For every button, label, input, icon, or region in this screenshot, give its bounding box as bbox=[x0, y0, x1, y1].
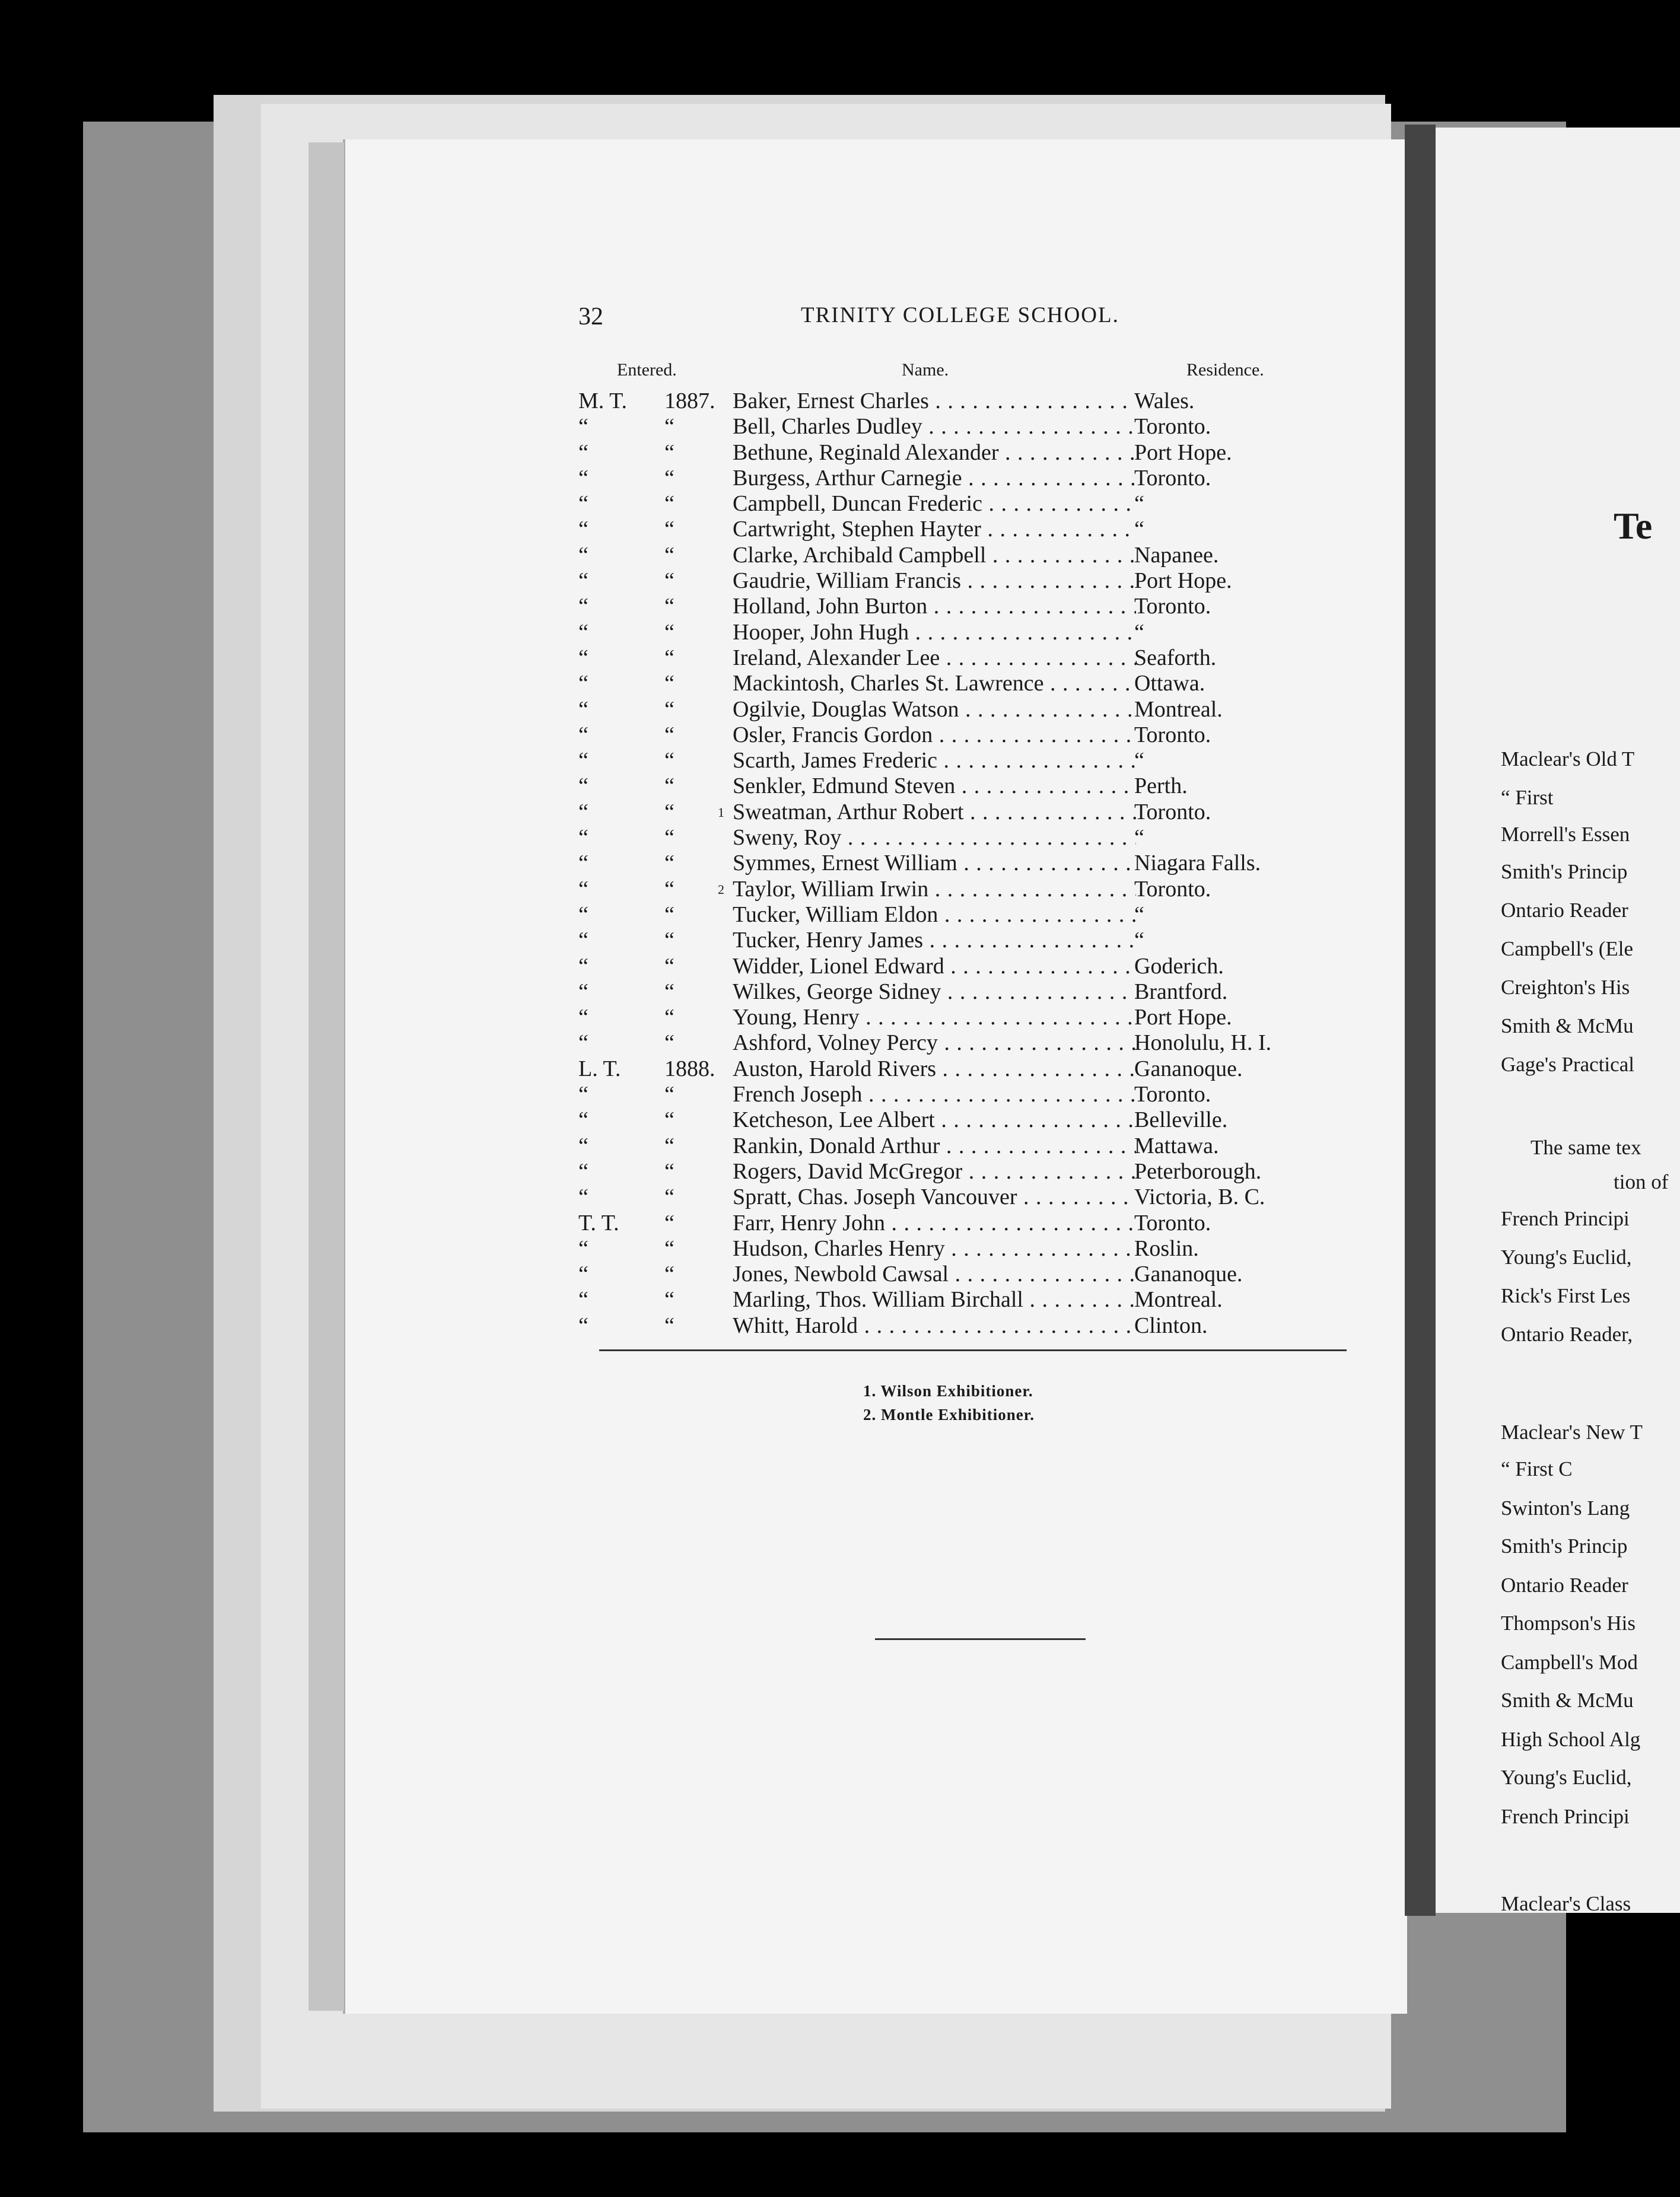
entry-residence: Goderich. bbox=[1134, 953, 1224, 979]
entry-term: “ bbox=[578, 440, 588, 465]
entry-residence: Port Hope. bbox=[1134, 1005, 1232, 1030]
entry-residence: “ bbox=[1134, 928, 1144, 953]
entry-name: Ashford, Volney Percy . . . bbox=[733, 1030, 1136, 1056]
entry-term: “ bbox=[578, 1005, 588, 1030]
entry-year: “ bbox=[664, 619, 674, 645]
entry-name: Symmes, Ernest William . . . bbox=[733, 851, 1136, 876]
roster-row bbox=[0, 1030, 1680, 1056]
entry-name: Taylor, William Irwin . . . bbox=[733, 877, 1136, 902]
right-page-line: Rick's First Les bbox=[1501, 1284, 1631, 1307]
right-page-line: Ontario Reader bbox=[1501, 899, 1628, 922]
entry-residence: “ bbox=[1134, 748, 1144, 773]
entry-term: “ bbox=[578, 491, 588, 517]
entry-name: Holland, John Burton . . . bbox=[733, 594, 1136, 619]
entry-name: Widder, Lionel Edward . . . bbox=[733, 954, 1136, 979]
roster-row bbox=[0, 1133, 1680, 1159]
roster-row bbox=[0, 877, 1680, 902]
page-number: 32 bbox=[578, 303, 603, 330]
entry-year: “ bbox=[664, 722, 674, 747]
entry-year: “ bbox=[664, 825, 674, 851]
roster-row bbox=[0, 851, 1680, 876]
entry-term: “ bbox=[578, 1030, 588, 1056]
entry-residence: Toronto. bbox=[1134, 414, 1211, 440]
entry-name: Clarke, Archibald Campbell . . . bbox=[733, 543, 1136, 568]
entry-name: Cartwright, Stephen Hayter . . . bbox=[733, 517, 1136, 542]
right-page-line: Swinton's Lang bbox=[1501, 1496, 1630, 1520]
entry-term: “ bbox=[578, 902, 588, 927]
entry-year: “ bbox=[664, 979, 674, 1004]
entry-residence: Gananoque. bbox=[1134, 1262, 1243, 1287]
right-page-line: Maclear's New T bbox=[1501, 1421, 1643, 1444]
entry-term: “ bbox=[578, 722, 588, 747]
entry-term: M. T. bbox=[578, 389, 627, 413]
roster-row bbox=[0, 748, 1680, 773]
entry-name: Rogers, David McGregor . . . bbox=[733, 1159, 1136, 1185]
roster-row bbox=[0, 414, 1680, 440]
entry-year: 1887. bbox=[664, 389, 715, 413]
entry-year: “ bbox=[664, 1236, 674, 1261]
entry-residence: “ bbox=[1134, 619, 1144, 645]
entry-year: “ bbox=[664, 773, 674, 799]
right-page-line: The same tex bbox=[1531, 1136, 1641, 1159]
entry-residence: Honolulu, H. I. bbox=[1134, 1030, 1272, 1056]
roster-row bbox=[0, 671, 1680, 696]
entry-name: Ogilvie, Douglas Watson . . . bbox=[733, 697, 1136, 722]
right-page-line: Smith & McMu bbox=[1501, 1014, 1634, 1037]
entry-term: “ bbox=[578, 568, 588, 594]
right-page-line: Ontario Reader, bbox=[1501, 1323, 1633, 1346]
entry-residence: Port Hope. bbox=[1134, 440, 1232, 465]
entry-year: “ bbox=[664, 645, 674, 670]
entry-year: 1888. bbox=[664, 1056, 715, 1081]
entry-residence: Montreal. bbox=[1134, 696, 1223, 722]
entry-residence: Brantford. bbox=[1134, 979, 1228, 1004]
entry-term: “ bbox=[578, 851, 588, 876]
entry-name: Ireland, Alexander Lee . . . bbox=[733, 645, 1136, 671]
entry-name: Tucker, William Eldon . . . bbox=[733, 902, 1136, 928]
entry-name: Marling, Thos. William Birchall . . . bbox=[733, 1287, 1136, 1313]
entry-year: “ bbox=[664, 1210, 674, 1236]
entry-residence: Montreal. bbox=[1134, 1287, 1223, 1313]
entry-year: “ bbox=[664, 953, 674, 979]
entry-residence: “ bbox=[1134, 825, 1144, 851]
entry-term: L. T. bbox=[578, 1056, 621, 1081]
end-rule bbox=[875, 1638, 1086, 1640]
roster-row bbox=[0, 543, 1680, 568]
entry-residence: “ bbox=[1134, 902, 1144, 927]
roster-row bbox=[0, 773, 1680, 799]
entry-term: “ bbox=[578, 953, 588, 979]
right-page-line: Morrell's Essen bbox=[1501, 823, 1630, 846]
entry-residence: Wales. bbox=[1134, 389, 1195, 413]
roster-row bbox=[0, 1236, 1680, 1262]
right-page-line: Campbell's Mod bbox=[1501, 1651, 1638, 1674]
entry-name: Wilkes, George Sidney . . . bbox=[733, 979, 1136, 1005]
entry-year: “ bbox=[664, 542, 674, 568]
roster-row bbox=[0, 1107, 1680, 1133]
roster-row bbox=[0, 825, 1680, 851]
entry-term: “ bbox=[578, 465, 588, 491]
student-roster bbox=[0, 389, 1680, 1339]
entry-term: “ bbox=[578, 928, 588, 953]
entry-residence: Peterborough. bbox=[1134, 1158, 1262, 1184]
entry-term: “ bbox=[578, 1082, 588, 1107]
entry-name: Bell, Charles Dudley . . . bbox=[733, 414, 1136, 440]
entry-name: Hooper, John Hugh . . . bbox=[733, 620, 1136, 645]
entry-name: Osler, Francis Gordon . . . bbox=[733, 722, 1136, 748]
entry-name: Burgess, Arthur Carnegie . . . bbox=[733, 466, 1136, 491]
entry-residence: Perth. bbox=[1134, 773, 1188, 799]
entry-term: “ bbox=[578, 1287, 588, 1313]
entry-name: Sweny, Roy . . . bbox=[733, 825, 1136, 851]
roster-row bbox=[0, 491, 1680, 517]
entry-residence: Roslin. bbox=[1134, 1236, 1199, 1261]
entry-residence: Toronto. bbox=[1134, 1210, 1211, 1236]
entry-year: “ bbox=[664, 902, 674, 927]
entry-year: “ bbox=[664, 876, 674, 902]
entry-name: Sweatman, Arthur Robert . . . bbox=[733, 800, 1136, 825]
entry-name: Auston, Harold Rivers . . . bbox=[733, 1056, 1136, 1082]
roster-row bbox=[0, 1082, 1680, 1107]
entry-year: “ bbox=[664, 1185, 674, 1210]
entry-year: “ bbox=[664, 1287, 674, 1313]
entry-name: Ketcheson, Lee Albert . . . bbox=[733, 1107, 1136, 1133]
entry-term: “ bbox=[578, 696, 588, 722]
entry-term: “ bbox=[578, 1107, 588, 1133]
roster-row bbox=[0, 979, 1680, 1005]
entry-term: “ bbox=[578, 1236, 588, 1261]
roster-row bbox=[0, 1185, 1680, 1210]
entry-residence: Gananoque. bbox=[1134, 1056, 1243, 1081]
right-page-line: Maclear's Class bbox=[1501, 1892, 1631, 1913]
roster-row bbox=[0, 1056, 1680, 1082]
roster-row bbox=[0, 697, 1680, 722]
entry-term: “ bbox=[578, 825, 588, 851]
right-page-line: Smith's Princip bbox=[1501, 1534, 1628, 1558]
entry-name: Jones, Newbold Cawsal . . . bbox=[733, 1262, 1136, 1287]
column-header-residence: Residence. bbox=[1186, 360, 1264, 380]
right-page-line: Creighton's His bbox=[1501, 976, 1630, 999]
entry-name: Rankin, Donald Arthur . . . bbox=[733, 1133, 1136, 1159]
entry-term: “ bbox=[578, 517, 588, 542]
section-rule bbox=[599, 1349, 1347, 1351]
roster-row bbox=[0, 722, 1680, 748]
entry-year: “ bbox=[664, 568, 674, 594]
entry-year: “ bbox=[664, 748, 674, 773]
roster-row bbox=[0, 1159, 1680, 1185]
roster-row bbox=[0, 954, 1680, 979]
entry-year: “ bbox=[664, 465, 674, 491]
entry-name: Mackintosh, Charles St. Lawrence . . . bbox=[733, 671, 1136, 696]
right-page-line: High School Alg bbox=[1501, 1728, 1641, 1751]
column-header-entered: Entered. bbox=[617, 360, 677, 380]
roster-row bbox=[0, 620, 1680, 645]
entry-term: “ bbox=[578, 1133, 588, 1158]
roster-row bbox=[0, 1287, 1680, 1313]
entry-residence: Toronto. bbox=[1134, 594, 1211, 619]
roster-row bbox=[0, 517, 1680, 542]
right-page-line: Ontario Reader bbox=[1501, 1574, 1628, 1597]
entry-residence: Clinton. bbox=[1134, 1313, 1208, 1338]
right-page-line: French Principi bbox=[1501, 1805, 1630, 1828]
roster-row bbox=[0, 1313, 1680, 1339]
entry-year: “ bbox=[664, 414, 674, 440]
right-page-line: French Principi bbox=[1501, 1207, 1630, 1230]
entry-term: “ bbox=[578, 594, 588, 619]
roster-row bbox=[0, 645, 1680, 671]
entry-year: “ bbox=[664, 517, 674, 542]
roster-row bbox=[0, 1211, 1680, 1236]
right-page-line: “ First bbox=[1501, 786, 1554, 809]
entry-residence: Mattawa. bbox=[1134, 1133, 1219, 1158]
entry-residence: Belleville. bbox=[1134, 1107, 1228, 1133]
entry-term: “ bbox=[578, 414, 588, 440]
entry-residence: Napanee. bbox=[1134, 542, 1219, 568]
entry-residence: Victoria, B. C. bbox=[1134, 1185, 1265, 1210]
right-page-heading: Te bbox=[1614, 505, 1653, 547]
running-title: TRINITY COLLEGE SCHOOL. bbox=[801, 303, 1119, 327]
entry-term: “ bbox=[578, 1262, 588, 1287]
entry-term: “ bbox=[578, 671, 588, 696]
entry-name: Scarth, James Frederic . . . bbox=[733, 748, 1136, 773]
right-page-line: Smith's Princip bbox=[1501, 860, 1628, 883]
entry-name: Gaudrie, William Francis . . . bbox=[733, 568, 1136, 594]
footnote-1: 1. Wilson Exhibitioner. bbox=[863, 1382, 1033, 1400]
entry-term: “ bbox=[578, 1158, 588, 1184]
roster-row bbox=[0, 928, 1680, 953]
roster-row bbox=[0, 1262, 1680, 1287]
entry-year: “ bbox=[664, 799, 674, 824]
entry-year: “ bbox=[664, 1082, 674, 1107]
entry-residence: Port Hope. bbox=[1134, 568, 1232, 594]
entry-name: Young, Henry . . . bbox=[733, 1005, 1136, 1030]
entry-name: Farr, Henry John . . . bbox=[733, 1211, 1136, 1236]
entry-term: “ bbox=[578, 542, 588, 568]
roster-row bbox=[0, 466, 1680, 491]
right-page-line: Maclear's Old T bbox=[1501, 747, 1635, 770]
entry-term: “ bbox=[578, 979, 588, 1004]
entry-term: “ bbox=[578, 773, 588, 799]
entry-name: Tucker, Henry James . . . bbox=[733, 928, 1136, 953]
entry-term: “ bbox=[578, 748, 588, 773]
entry-name: Campbell, Duncan Frederic . . . bbox=[733, 491, 1136, 517]
entry-name: Hudson, Charles Henry . . . bbox=[733, 1236, 1136, 1262]
right-page-line: Smith & McMu bbox=[1501, 1689, 1634, 1712]
entry-residence: Toronto. bbox=[1134, 876, 1211, 902]
entry-residence: Toronto. bbox=[1134, 799, 1211, 824]
entry-year: “ bbox=[664, 1107, 674, 1133]
right-page-line: Campbell's (Ele bbox=[1501, 937, 1634, 960]
entry-year: “ bbox=[664, 928, 674, 953]
entry-term: “ bbox=[578, 1313, 588, 1338]
entry-name: Whitt, Harold . . . bbox=[733, 1313, 1136, 1339]
entry-year: “ bbox=[664, 1158, 674, 1184]
entry-name: Senkler, Edmund Steven . . . bbox=[733, 773, 1136, 799]
entry-residence: Toronto. bbox=[1134, 1082, 1211, 1107]
entry-year: “ bbox=[664, 1262, 674, 1287]
footnote-mark: 2 bbox=[718, 881, 724, 897]
entry-name: Baker, Ernest Charles . . . bbox=[733, 389, 1136, 414]
entry-residence: Seaforth. bbox=[1134, 645, 1217, 670]
entry-name: Spratt, Chas. Joseph Vancouver . . . bbox=[733, 1185, 1136, 1210]
entry-year: “ bbox=[664, 671, 674, 696]
right-page-line: Thompson's His bbox=[1501, 1612, 1636, 1635]
entry-term: “ bbox=[578, 799, 588, 824]
right-page-line: Gage's Practical bbox=[1501, 1053, 1634, 1076]
entry-year: “ bbox=[664, 1133, 674, 1158]
roster-row bbox=[0, 902, 1680, 928]
right-page-line: tion of bbox=[1614, 1170, 1669, 1193]
roster-row bbox=[0, 594, 1680, 619]
entry-term: “ bbox=[578, 1185, 588, 1210]
entry-year: “ bbox=[664, 1005, 674, 1030]
roster-row bbox=[0, 389, 1680, 414]
entry-name: French Joseph . . . bbox=[733, 1082, 1136, 1107]
entry-year: “ bbox=[664, 696, 674, 722]
entry-term: T. T. bbox=[578, 1210, 619, 1236]
right-page-line: Young's Euclid, bbox=[1501, 1766, 1632, 1789]
right-page-line: “ First C bbox=[1501, 1457, 1573, 1480]
entry-term: “ bbox=[578, 619, 588, 645]
entry-residence: Ottawa. bbox=[1134, 671, 1205, 696]
entry-name: Bethune, Reginald Alexander . . . bbox=[733, 440, 1136, 466]
entry-residence: “ bbox=[1134, 491, 1144, 517]
entry-residence: Niagara Falls. bbox=[1134, 851, 1261, 876]
entry-term: “ bbox=[578, 876, 588, 902]
footnote-2: 2. Montle Exhibitioner. bbox=[863, 1406, 1035, 1424]
entry-year: “ bbox=[664, 491, 674, 517]
column-header-name: Name. bbox=[902, 360, 949, 380]
roster-row bbox=[0, 568, 1680, 594]
entry-year: “ bbox=[664, 851, 674, 876]
right-page-line: Young's Euclid, bbox=[1501, 1246, 1632, 1269]
entry-residence: “ bbox=[1134, 517, 1144, 542]
entry-year: “ bbox=[664, 594, 674, 619]
entry-residence: Toronto. bbox=[1134, 465, 1211, 491]
entry-year: “ bbox=[664, 1030, 674, 1056]
entry-year: “ bbox=[664, 440, 674, 465]
entry-term: “ bbox=[578, 645, 588, 670]
footnote-mark: 1 bbox=[718, 804, 724, 820]
entry-year: “ bbox=[664, 1313, 674, 1338]
roster-row bbox=[0, 800, 1680, 825]
entry-residence: Toronto. bbox=[1134, 722, 1211, 747]
roster-row bbox=[0, 1005, 1680, 1030]
roster-row bbox=[0, 440, 1680, 466]
